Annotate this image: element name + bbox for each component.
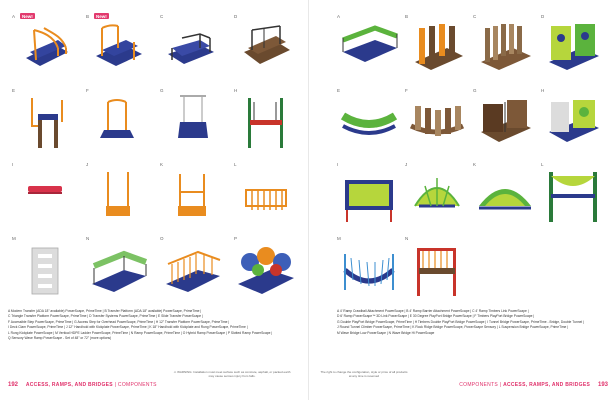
ramp-illustration (88, 240, 148, 298)
product-cell (86, 162, 150, 226)
product-cell (541, 14, 605, 78)
product-cell (405, 162, 469, 226)
section-title: COMPONENTS | ACCESS, RAMPS, AND BRIDGES (459, 382, 591, 388)
product-cell (160, 236, 224, 300)
hybrid-ramp-illustration (162, 240, 222, 298)
30-degree-playport-bridge-illustration (339, 92, 399, 150)
product-cell (405, 14, 469, 78)
caption-line: J Round Tunnel Climber PowerScape, PrimeTime | K Rock Ridge Bridge PowerScape, PowerScape Sensory | L Suspension Bridge PowerScape, PrimeTime | (337, 325, 569, 330)
item-letter: N (86, 236, 90, 241)
product-cell (86, 236, 150, 300)
round-tunnel-climber-illustration (407, 166, 467, 224)
section-title: ACCESS, RAMPS, AND BRIDGES | COMPONENTS (25, 382, 157, 388)
rung-kickplate-illustration (236, 166, 296, 224)
product-cell (337, 162, 401, 226)
page-number: 192 (8, 382, 19, 388)
left-product-grid (12, 14, 302, 304)
access-step-overhead-illustration (162, 92, 222, 150)
double-playport-bridge-illustration (475, 92, 535, 150)
section-title-text: ACCESS, RAMPS, AND BRIDGES (503, 382, 591, 388)
item-letter: C (160, 14, 164, 19)
deck-clam-illustration (14, 166, 74, 224)
item-letter: L (234, 162, 237, 167)
product-cell (541, 88, 605, 152)
product-cell (160, 14, 224, 78)
item-letter: L (541, 162, 544, 167)
product-cell (405, 88, 469, 152)
slotted-ramp-illustration (236, 240, 296, 298)
item-letter: M (12, 236, 16, 241)
product-cell (541, 162, 605, 226)
caption-line: M Wave Bridge Low PowerScape | N Wave Bridge Hi PowerScape (337, 330, 435, 335)
item-letter: E (337, 88, 341, 93)
left-footer (8, 373, 157, 388)
item-letter: P (234, 236, 238, 241)
item-letter: B (86, 14, 90, 19)
suspension-bridge-illustration (543, 166, 603, 224)
product-cell (160, 88, 224, 152)
product-cell (86, 88, 150, 152)
item-letter: E (12, 88, 16, 93)
product-cell (12, 14, 76, 78)
caption-line: L Rung Kickplate PowerScape | M Vertical HDPE Ladder PowerScape, PrimeTime | N Ramp PowerScape, PrimeTime | O Hybrid Ramp PowerScape | P Slotted Ramp PowerScape | (8, 330, 273, 335)
wave-bridge-low-illustration (339, 240, 399, 298)
item-letter: J (405, 162, 408, 167)
item-letter: I (337, 162, 339, 167)
vertical-hdpe-ladder-illustration (14, 240, 74, 298)
ramp-barrier-illustration (407, 18, 467, 76)
section-subtitle: COMPONENTS (117, 382, 157, 388)
item-letter: K (473, 162, 477, 167)
rock-ridge-bridge-illustration (475, 166, 535, 224)
transfer-platform-illustration (88, 18, 148, 76)
item-letter: H (541, 88, 545, 93)
item-letter: J (86, 162, 89, 167)
product-cell (234, 88, 298, 152)
page-number: 193 (597, 382, 608, 388)
right-page (308, 0, 616, 400)
12in-transfer-platform-illustration (236, 92, 296, 150)
handhold-kickplate-rung-illustration (162, 166, 222, 224)
item-letter: G (473, 88, 477, 93)
modern-transfer-illustration (14, 18, 74, 76)
timbers-playport-bridge-illustration (407, 92, 467, 150)
new-badge: New! (96, 13, 107, 19)
item-letter: F (86, 88, 89, 93)
wave-bridge-hi-illustration (407, 240, 467, 298)
section-title-text: ACCESS, RAMPS, AND BRIDGES (25, 382, 113, 388)
product-cell (86, 14, 150, 78)
triangle-transfer-illustration (162, 18, 222, 76)
product-cell (473, 88, 537, 152)
timbers-double-playport-bridge-illustration (543, 92, 603, 150)
caption-line: Q Sensory Wave Ramp PowerScape - Set of 48" or 72" (more options) (8, 336, 112, 341)
item-letter: A (337, 14, 341, 19)
warning-note: ⚠ WARNING: Installation must meet surface such as concrete, asphalt, or packed earth may cause serious injury from falls. (173, 370, 291, 378)
item-letter: A (12, 14, 16, 19)
item-letter: B (405, 14, 409, 19)
right-footer (459, 373, 608, 388)
item-letter: H (234, 88, 238, 93)
item-letter: M (337, 236, 341, 241)
item-letter: C (473, 14, 477, 19)
item-letter: D (234, 14, 238, 19)
left-captions (8, 309, 288, 341)
ramp-crawlball-illustration (339, 18, 399, 76)
product-cell (234, 162, 298, 226)
item-letter: D (541, 14, 545, 19)
accessible-step-illustration (88, 92, 148, 150)
caption-line: A Modern Transfer (ADA 18" available) PowerScape, PrimeTime | B Transfer Platform (ADA 18" available) PowerScape, PrimeTime | (8, 309, 202, 313)
new-badge: New! (22, 13, 33, 19)
product-cell (160, 162, 224, 226)
caption-line: C Triangle Transfer Platform PowerScape, PrimeTime | D Transfer Systems PowerScape, PrimeTime | E Slide Transfer PowerScape | (8, 314, 203, 319)
product-cell (473, 14, 537, 78)
caption-line: D 6' Ramp PowerScape™ 3D Link PowerScape | E 30 Degree PlayPort Bridge PowerScape | F Timbers PlayPort Bridge PowerScape | (337, 314, 535, 319)
product-cell (473, 162, 537, 226)
caption-line: I Deck Clam PowerScape, PrimeTime | J 12" Handhold with Kickplate PowerScape, PrimeTime | K 18" Handhold with Kickplate and Rung PowerScape, PrimeTime | (8, 325, 248, 330)
product-cell (337, 14, 401, 78)
caption-line: G Double PlayPort Bridge PowerScape, PrimeTime | H Timbers Double PlayPort Bridge PowerScape | I Tunnel Bridge PowerScape, PrimeTime - Bridge, Double Tunnel | (337, 319, 584, 324)
product-cell (337, 88, 401, 152)
tunnel-bridge-illustration (339, 166, 399, 224)
caption-line: F Accessible Step PowerScape, PrimeTime | G Access Step for Overhead PowerScape, PrimeTime | H 12" Transfer Platform PowerScape, PrimeTime | (8, 319, 230, 324)
item-letter: I (12, 162, 14, 167)
item-letter: G (160, 88, 164, 93)
section-subtitle: COMPONENTS (459, 382, 499, 388)
right-product-grid (337, 14, 616, 304)
product-cell (12, 162, 76, 226)
slide-transfer-illustration (14, 92, 74, 150)
item-letter: F (405, 88, 408, 93)
ramp-3d-link-illustration (543, 18, 603, 76)
reserved-note: The right to change the configuration, style or price of all products at any time is reserved (320, 370, 408, 378)
right-captions (337, 309, 616, 336)
handhold-kickplate-illustration (88, 166, 148, 224)
ramp-timbers-link-illustration (475, 18, 535, 76)
product-cell (405, 236, 469, 300)
product-cell (234, 236, 298, 300)
product-cell (12, 88, 76, 152)
transfer-systems-illustration (236, 18, 296, 76)
product-cell (12, 236, 76, 300)
item-letter: K (160, 162, 164, 167)
item-letter: N (405, 236, 409, 241)
caption-line: A 4' Ramp Crawlball Attachment PowerScape | B 4' Ramp Barrier Attachment PowerScape | C 4' Ramp Timbers Link PowerScape | (337, 309, 529, 313)
product-cell (234, 14, 298, 78)
item-letter: O (160, 236, 164, 241)
product-cell (337, 236, 401, 300)
